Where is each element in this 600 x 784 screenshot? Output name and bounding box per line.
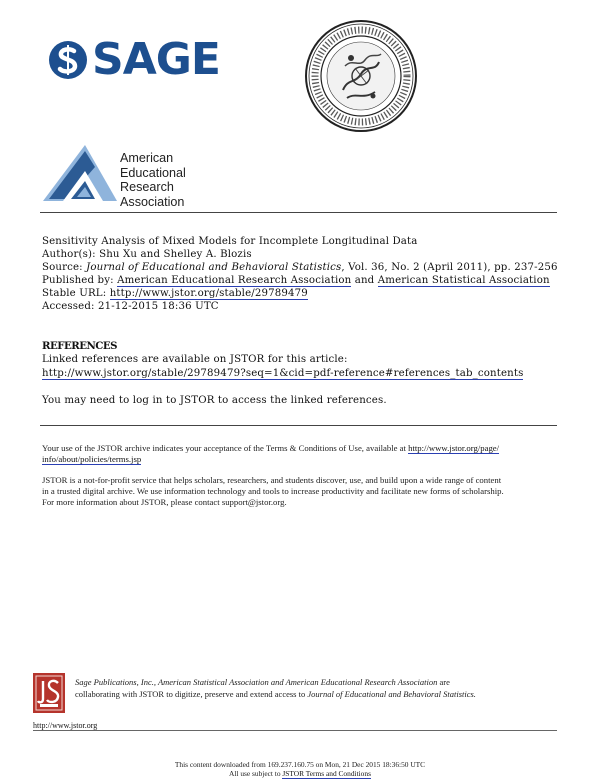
terms-line-2	[42, 454, 562, 465]
aera-line-4: Association	[120, 194, 185, 209]
about-jstor	[42, 475, 562, 508]
sage-s-icon	[48, 40, 88, 80]
references-heading: REFERENCES	[42, 340, 118, 352]
source-journal: Journal of Educational and Behavioral Statistics	[86, 262, 342, 273]
footer-line-2	[0, 769, 600, 778]
aera-line-2: Educational	[120, 165, 186, 180]
references-url-line	[42, 367, 562, 380]
stable-url-line	[42, 287, 562, 300]
terms-link-part2[interactable]: info/about/policies/terms.jsp	[42, 454, 142, 464]
collaboration-note	[75, 676, 565, 700]
jstor-url-link[interactable]: http://www.jstor.org	[33, 721, 98, 730]
footer-terms-link[interactable]: JSTOR Terms and Conditions	[282, 769, 371, 778]
collab-text: collaborating with JSTOR to digitize, preserve and extend access to	[75, 689, 306, 699]
references-url-link[interactable]: http://www.jstor.org/stable/29789479?seq=1&cid=pdf-reference#references_tab_contents	[42, 368, 524, 379]
collab-line-1	[75, 676, 565, 688]
collab-line-2	[75, 688, 565, 700]
published-label: Published by:	[42, 275, 114, 286]
authors-label: Author(s):	[42, 249, 96, 260]
aera-logo	[41, 143, 119, 209]
middle-divider	[40, 425, 557, 426]
published-line	[42, 274, 562, 287]
asa-seal-logo	[303, 18, 419, 138]
stable-url-link[interactable]: http://www.jstor.org/stable/29789479	[109, 288, 308, 299]
source-label: Source:	[42, 262, 83, 273]
collab-journal: Journal of Educational and Behavioral Statistics.	[307, 689, 476, 699]
source-line	[42, 261, 562, 274]
top-divider	[40, 212, 557, 213]
footer-text: All use subject to	[229, 769, 281, 778]
terms-link-part1[interactable]: http://www.jstor.org/page/	[408, 443, 500, 453]
publisher-asa-link[interactable]: American Statistical Association	[377, 275, 550, 286]
publisher-and: and	[354, 275, 375, 286]
about-line-3: For more information about JSTOR, please contact support@jstor.org.	[42, 497, 287, 507]
jstor-logo	[33, 673, 65, 717]
aera-line-3: Research	[120, 180, 174, 194]
references-section	[42, 340, 562, 407]
publisher-aera-link[interactable]: American Educational Research Association	[117, 275, 352, 286]
collab-are: are	[439, 677, 450, 687]
about-line-1: JSTOR is a not-for-profit service that helps scholars, researchers, and students discover, use, and build upon a wide range of content	[42, 475, 502, 485]
authors-value: Shu Xu and Shelley A. Blozis	[99, 249, 252, 260]
jstor-logo-icon	[33, 673, 65, 713]
footer-line-1: This content downloaded from 169.237.160.75 on Mon, 21 Dec 2015 18:36:50 UTC	[174, 760, 426, 769]
asa-seal-icon	[303, 18, 419, 134]
download-footer	[0, 760, 600, 778]
stable-url-label: Stable URL:	[42, 288, 107, 299]
article-title: Sensitivity Analysis of Mixed Models for Incomplete Longitudinal Data	[42, 236, 418, 247]
bottom-divider	[33, 730, 557, 731]
sage-logo	[48, 34, 220, 85]
about-line-2: in a trusted digital archive. We use information technology and tools to increase productivity and facilitate new forms of scholarship.	[42, 486, 504, 496]
aera-triangle-icon	[41, 143, 119, 205]
references-intro: Linked references are available on JSTOR for this article:	[42, 354, 348, 365]
terms-line-1	[42, 443, 562, 454]
collab-publishers: Sage Publications, Inc., American Statistical Association and American Educational Research Association	[75, 677, 438, 687]
source-details: , Vol. 36, No. 2 (April 2011), pp. 237-256	[341, 262, 558, 273]
login-note: You may need to log in to JSTOR to access the linked references.	[42, 395, 387, 406]
accessed-line: Accessed: 21-12-2015 18:36 UTC	[42, 301, 219, 312]
aera-wordmark	[120, 151, 186, 209]
article-metadata	[42, 235, 562, 313]
authors-line	[42, 248, 562, 261]
sage-wordmark: SAGE	[92, 34, 220, 85]
aera-line-1: American	[120, 151, 174, 165]
terms-of-use	[42, 443, 562, 465]
terms-text: Your use of the JSTOR archive indicates your acceptance of the Terms & Conditions of Use, available at	[42, 443, 406, 453]
